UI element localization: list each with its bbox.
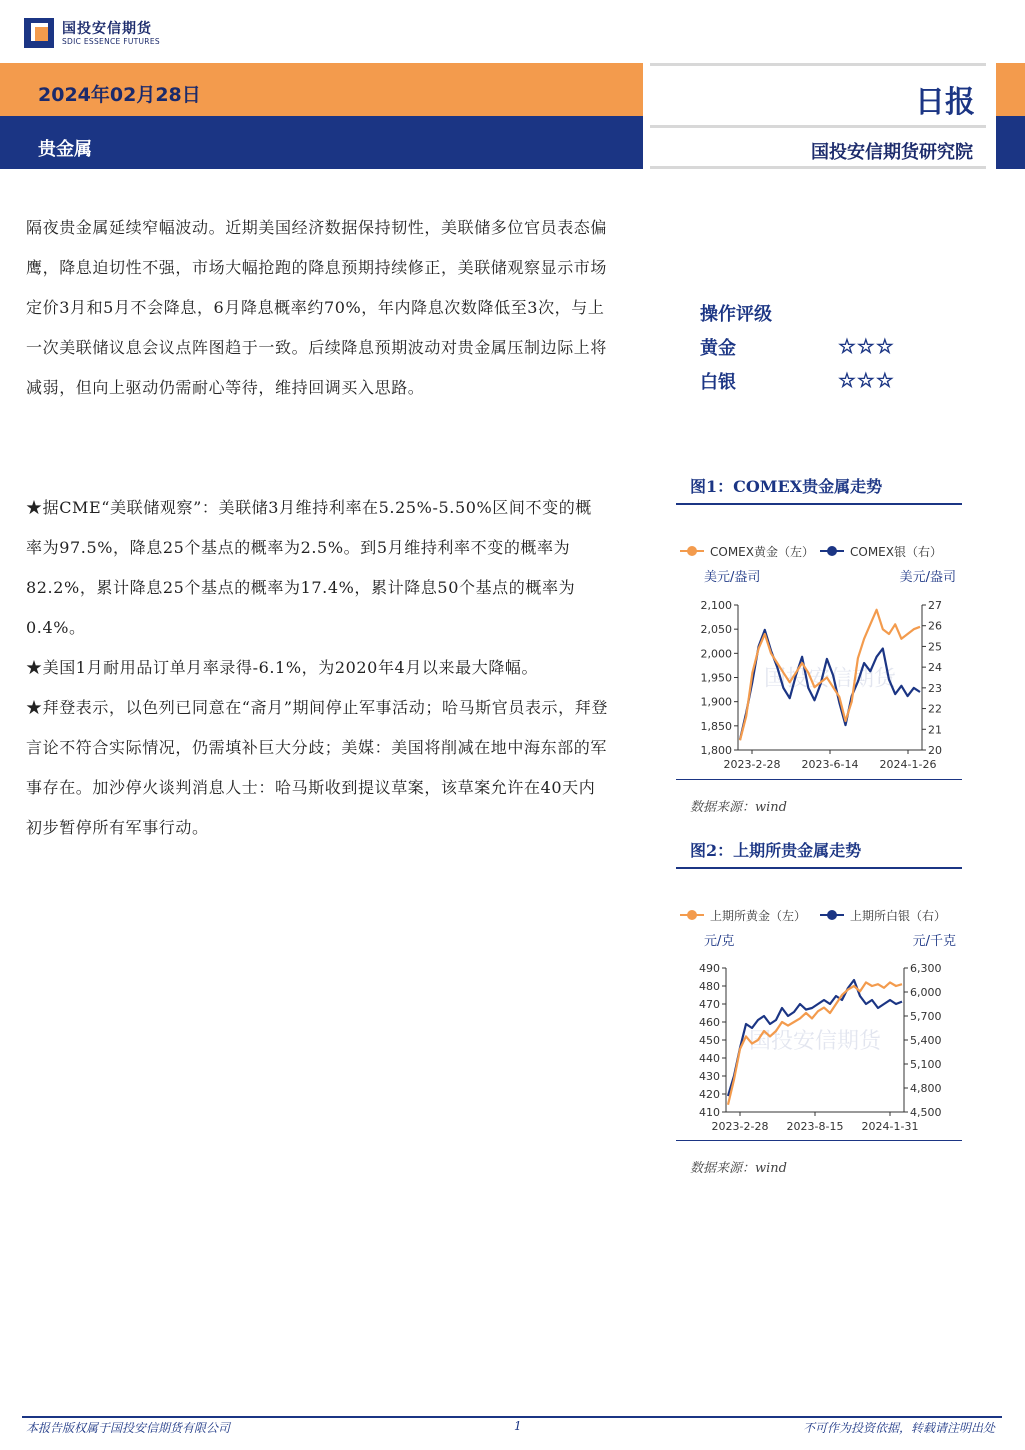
star-rating-icon: ☆☆☆ bbox=[838, 334, 895, 358]
header-rule-bottom bbox=[650, 166, 986, 169]
x-axis-tick-label: 2024-1-31 bbox=[861, 1120, 919, 1133]
left-axis-tick-label: 2,100 bbox=[700, 599, 732, 612]
x-axis-tick-label: 2023-6-14 bbox=[801, 758, 859, 771]
rating-row-gold bbox=[700, 334, 895, 368]
figure-2-bottom-rule bbox=[676, 1140, 962, 1141]
x-axis-tick-label: 2024-1-26 bbox=[879, 758, 937, 771]
figure-2-source: 数据来源：wind bbox=[690, 1161, 787, 1176]
summary-paragraph: 隔夜贵金属延续窄幅波动。近期美国经济数据保持韧性，美联储多位官员表态偏鹰，降息迫切性不强，市场大幅抢跑的降息预期持续修正，美联储观察显示市场定价3月和5月不会降息，6月降息概率约70%，年内降息次数降低至3次，与上一次美联储议息会议点阵图趋于一致。后续降息预期波动对贵金属压制边际上将减弱，但向上驱动仍需耐心等待，维持回调买入思路。 bbox=[26, 218, 608, 397]
figure-1-bottom-rule bbox=[676, 779, 962, 780]
right-axis-tick-label: 4,500 bbox=[910, 1106, 942, 1119]
watermark-text: 国投安信期货 bbox=[748, 1029, 882, 1054]
left-axis-tick-label: 1,800 bbox=[700, 744, 732, 757]
legend-swatch-marker bbox=[827, 546, 837, 556]
left-axis-tick-label: 1,900 bbox=[700, 695, 732, 709]
figure-1-source: 数据来源：wind bbox=[690, 800, 787, 815]
news-bullet: ★拜登表示，以色列已同意在“斋月”期间停止军事活动；哈马斯官员表示，拜登言论不符合实际情况，仍需填补巨大分歧；美媒：美国将削减在地中海东部的军事存在。加沙停火谈判消息人士：哈马斯收到提议草案，该草案允许在40天内初步暂停所有军事行动。 bbox=[26, 698, 608, 837]
header-rule-top bbox=[650, 63, 986, 66]
legend-label: 上期所白银（右） bbox=[850, 909, 947, 923]
header-orange-tab bbox=[996, 63, 1025, 116]
right-axis-tick-label: 25 bbox=[928, 640, 942, 654]
right-axis-tick-label: 5,100 bbox=[910, 1058, 942, 1071]
left-axis-tick-label: 1,850 bbox=[700, 719, 732, 733]
right-axis-tick-label: 6,300 bbox=[910, 962, 942, 975]
left-axis-tick-label: 470 bbox=[699, 998, 720, 1011]
logo-mark-icon bbox=[24, 18, 54, 48]
left-axis-tick-label: 460 bbox=[699, 1016, 720, 1029]
right-axis-unit: 元/千克 bbox=[912, 934, 956, 949]
left-axis-tick-label: 450 bbox=[699, 1034, 720, 1047]
right-axis-tick-label: 24 bbox=[928, 661, 942, 675]
left-axis-tick-label: 440 bbox=[699, 1052, 720, 1065]
legend-swatch-marker bbox=[827, 910, 837, 920]
right-axis-tick-label: 6,000 bbox=[910, 986, 942, 999]
right-axis-tick-label: 5,700 bbox=[910, 1010, 942, 1023]
figure-2-rule bbox=[676, 867, 962, 869]
right-axis-tick-label: 22 bbox=[928, 702, 942, 716]
right-axis-tick-label: 23 bbox=[928, 681, 942, 695]
right-axis-tick-label: 27 bbox=[928, 599, 942, 612]
left-axis-tick-label: 410 bbox=[699, 1106, 720, 1119]
x-axis-tick-label: 2023-8-15 bbox=[786, 1120, 844, 1133]
rating-row-silver bbox=[700, 368, 895, 402]
watermark-text: 国投安信期货 bbox=[763, 666, 897, 692]
footer-page-number: 1 bbox=[514, 1419, 522, 1433]
left-axis-unit: 元/克 bbox=[704, 934, 735, 949]
news-bullets bbox=[26, 488, 608, 848]
legend-swatch-marker bbox=[687, 910, 697, 920]
left-axis-unit: 美元/盎司 bbox=[704, 570, 761, 585]
legend-label: COMEX黄金（左） bbox=[710, 545, 814, 559]
report-type: 日报 bbox=[915, 85, 975, 120]
left-axis-tick-label: 480 bbox=[699, 980, 720, 993]
figure-1-rule bbox=[676, 503, 962, 505]
right-axis-unit: 美元/盎司 bbox=[899, 570, 956, 585]
left-axis-tick-label: 2,000 bbox=[700, 647, 732, 661]
star-rating-icon: ☆☆☆ bbox=[838, 368, 895, 392]
right-axis-tick-label: 4,800 bbox=[910, 1082, 942, 1095]
rating-title: 操作评级 bbox=[700, 304, 772, 325]
right-axis-tick-label: 20 bbox=[928, 744, 942, 757]
news-bullet: ★美国1月耐用品订单月率录得-6.1%，为2020年4月以来最大降幅。 bbox=[26, 658, 539, 677]
legend-swatch-marker bbox=[687, 546, 697, 556]
footer-disclaimer: 不可作为投资依据，转载请注明出处 bbox=[802, 1421, 995, 1435]
header-blue-tab bbox=[996, 116, 1025, 169]
header-rule-middle bbox=[650, 125, 986, 128]
figure-2-title: 图2：上期所贵金属走势 bbox=[690, 841, 862, 860]
rating-label: 黄金 bbox=[700, 338, 736, 359]
figure-1-title: 图1：COMEX贵金属走势 bbox=[690, 477, 883, 496]
left-axis-tick-label: 1,950 bbox=[700, 671, 732, 685]
news-bullet: ★据CME“美联储观察”：美联储3月维持利率在5.25%-5.50%区间不变的概率为97.5%，降息25个基点的概率为2.5%。到5月维持利率不变的概率为82.2%，累计降息25个基点的概率为17.4%，累计降息50个基点的概率为0.4%。 bbox=[26, 498, 592, 637]
right-axis-tick-label: 21 bbox=[928, 723, 942, 737]
report-date: 2024年02月28日 bbox=[38, 84, 201, 106]
footer-rule bbox=[22, 1416, 1002, 1418]
institute-name: 国投安信期货研究院 bbox=[811, 142, 973, 163]
operation-rating bbox=[700, 300, 895, 402]
right-axis-tick-label: 26 bbox=[928, 619, 942, 633]
footer-copyright: 本报告版权属于国投安信期货有限公司 bbox=[26, 1421, 231, 1435]
left-axis-tick-label: 430 bbox=[699, 1070, 720, 1083]
left-axis-tick-label: 2,050 bbox=[700, 623, 732, 637]
left-axis-tick-label: 490 bbox=[699, 962, 720, 975]
x-axis-tick-label: 2023-2-28 bbox=[711, 1120, 769, 1133]
report-category: 贵金属 bbox=[38, 139, 92, 160]
company-logo bbox=[24, 16, 184, 52]
logo-name-en: SDIC ESSENCE FUTURES bbox=[62, 37, 160, 46]
legend-label: 上期所黄金（左） bbox=[710, 909, 807, 923]
left-axis-tick-label: 420 bbox=[699, 1088, 720, 1101]
logo-name-cn: 国投安信期货 bbox=[62, 21, 152, 37]
right-axis-tick-label: 5,400 bbox=[910, 1034, 942, 1047]
header-category-band bbox=[0, 116, 643, 169]
rating-label: 白银 bbox=[700, 372, 736, 393]
comex-chart bbox=[676, 536, 962, 780]
x-axis-tick-label: 2023-2-28 bbox=[723, 758, 781, 771]
legend-label: COMEX银（右） bbox=[850, 545, 942, 559]
shfe-chart bbox=[676, 900, 962, 1140]
